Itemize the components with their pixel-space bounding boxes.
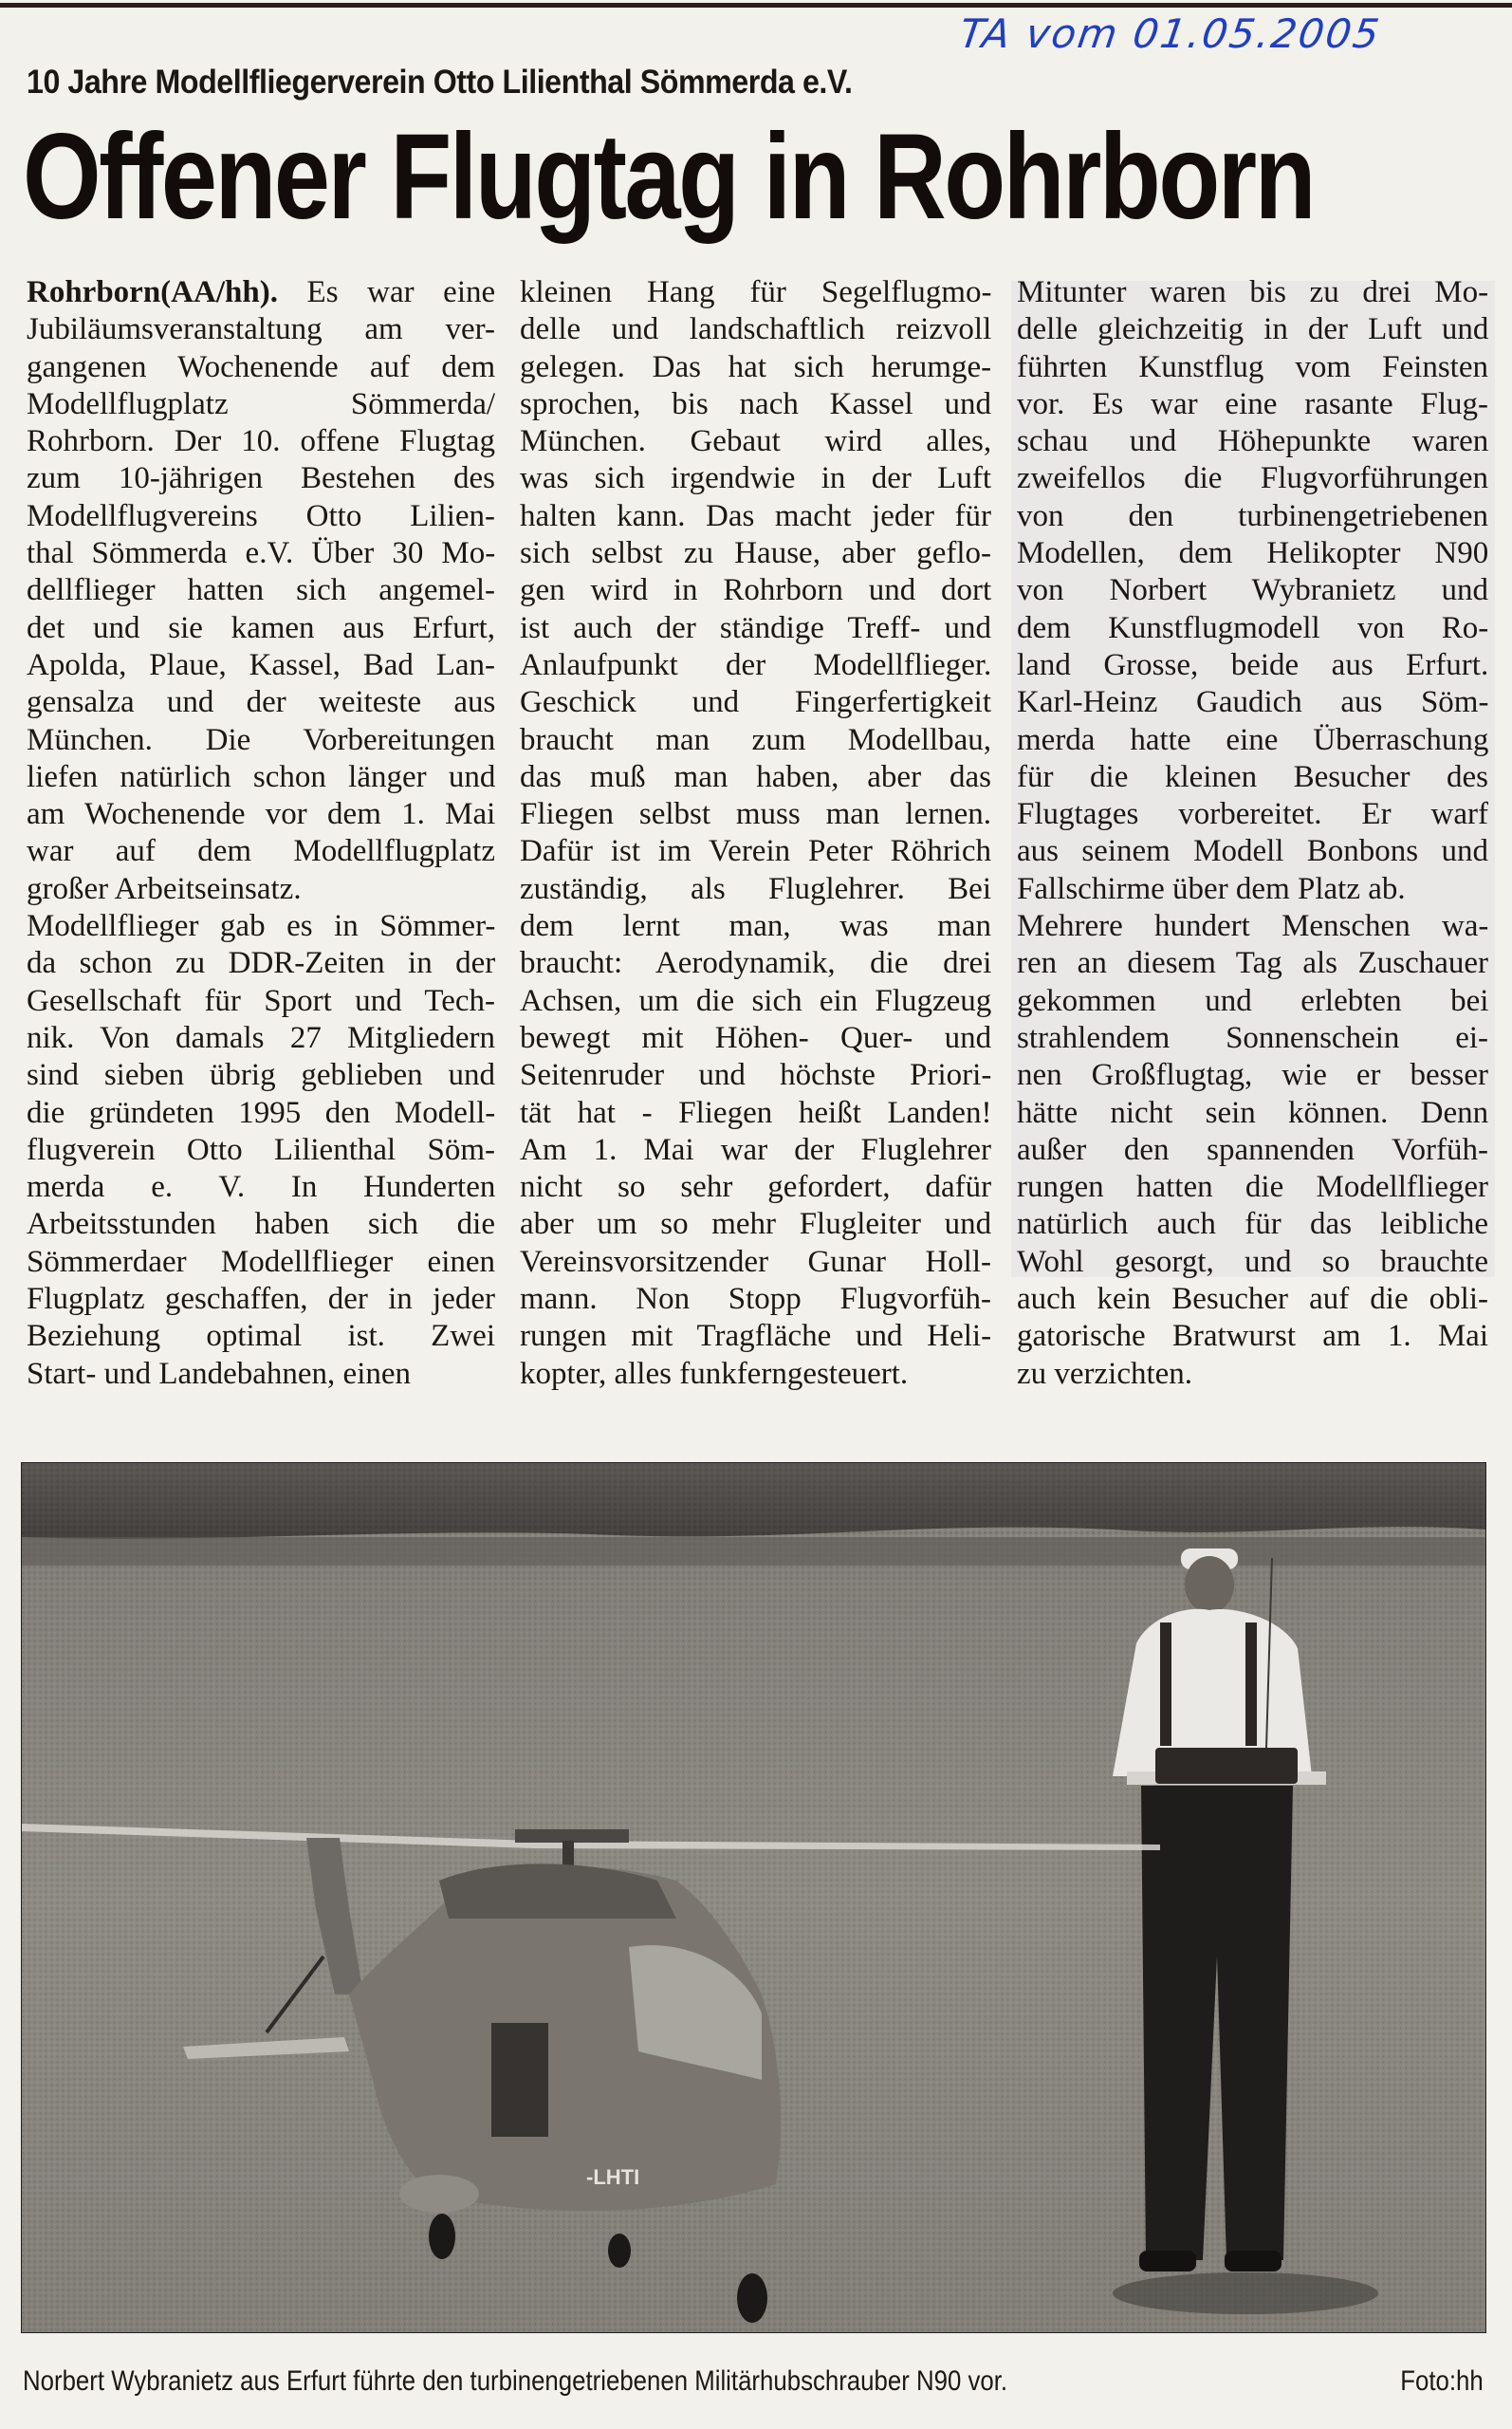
article-text-line: Mehrere hundert Menschen wa- xyxy=(1017,909,1489,944)
article-text-line: Mitunter waren bis zu drei Mo- xyxy=(1017,275,1489,309)
article-text-line: Beziehung optimal ist. Zwei xyxy=(27,1319,495,1354)
article-column-3 xyxy=(1017,274,1488,1422)
article-text-line: braucht man zum Modellbau, xyxy=(520,722,991,757)
article-text-line: München. Gebaut wird alles, xyxy=(520,424,992,459)
article-text-line: gekommen und erlebten bei xyxy=(1017,983,1489,1018)
article-text-line: ren an diesem Tag als Zuschauer xyxy=(1017,946,1488,981)
article-text-line: die gründeten 1995 den Modell- xyxy=(27,1095,496,1130)
article-text-line: zuständig, als Fluglehrer. Bei xyxy=(520,871,991,906)
article-text-line: nicht so sehr gefordert, dafür xyxy=(520,1170,992,1205)
article-text-line: dellflieger hatten sich angemel- xyxy=(27,573,495,608)
article-column-2 xyxy=(520,274,991,1422)
article-text-line: Modellen, dem Helikopter N90 xyxy=(1017,536,1489,571)
article-text-line: rungen hatten die Modellflieger xyxy=(1017,1170,1488,1205)
top-rule xyxy=(0,3,1512,8)
article-text-line: Sömmerdaer Modellflieger einen xyxy=(27,1244,496,1279)
article-text-line: Flugtages vorbereitet. Er warf xyxy=(1017,797,1488,832)
helicopter-marking: -LHTI xyxy=(586,2165,640,2189)
article-text-line: Am 1. Mai war der Fluglehrer xyxy=(520,1132,991,1167)
article-text-line: land Grosse, beide aus Erfurt. xyxy=(1017,647,1489,682)
article-text-line: delle und landschaftlich reizvoll xyxy=(520,312,992,347)
article-text-line: was sich irgendwie in der Luft xyxy=(520,461,991,496)
article-text-line: führten Kunstflug vom Feinsten xyxy=(1017,349,1488,384)
article-text-line: rungen mit Tragfläche und Heli- xyxy=(520,1319,992,1354)
article-text-line: außer den spannenden Vorfüh- xyxy=(1017,1132,1488,1167)
article-text-line: braucht: Aerodynamik, die drei xyxy=(520,946,992,981)
article-text-line: Rohrborn. Der 10. offene Flugtag xyxy=(27,424,495,459)
article-text-line: strahlendem Sonnenschein ei- xyxy=(1017,1020,1488,1055)
article-text-line: det und sie kamen aus Erfurt, xyxy=(27,610,495,645)
photo-credit: Foto:hh xyxy=(1400,2365,1484,2397)
article-text-line: zu verzichten. xyxy=(1017,1356,1193,1391)
article-text-line: aber um so mehr Flugleiter und xyxy=(520,1207,992,1242)
article-column-1 xyxy=(27,274,495,1422)
article-text-line: zum 10-jährigen Bestehen des xyxy=(27,461,495,496)
article-text-line: ist auch der ständige Treff- und xyxy=(520,610,991,645)
article-text-line: war auf dem Modellflugplatz xyxy=(27,834,495,869)
article-headline: Offener Flugtag in Rohrborn xyxy=(23,109,1314,245)
article-text-line: Modellflugvereins Otto Lilien- xyxy=(27,498,495,533)
article-text-line: tät hat - Fliegen heißt Landen! xyxy=(520,1095,992,1130)
article-text-line: Gesellschaft für Sport und Tech- xyxy=(27,983,495,1018)
article-text-line: liefen natürlich schon länger und xyxy=(27,759,496,794)
article-text-line: Dafür ist im Verein Peter Röhrich xyxy=(520,834,991,869)
article-text-line: flugverein Otto Lilienthal Söm- xyxy=(27,1132,495,1167)
article-text-line: am Wochenende vor dem 1. Mai xyxy=(27,797,496,832)
article-text-line: nen Großflugtag, wie er besser xyxy=(1017,1058,1488,1093)
article-text-line: natürlich auch für das leibliche xyxy=(1017,1207,1488,1242)
article-text-line: delle gleichzeitig in der Luft und xyxy=(1017,312,1489,347)
article-text-line: für die kleinen Besucher des xyxy=(1017,759,1488,794)
article-text-line: hätte nicht sein können. Denn xyxy=(1017,1095,1489,1130)
article-text-line: vor. Es war eine rasante Flug- xyxy=(1017,386,1489,421)
article-text-line: zweifellos die Flugvorführungen xyxy=(1017,461,1488,496)
article-text-line: das muß man haben, aber das xyxy=(520,759,991,794)
article-text-line: Jubiläumsveranstaltung am ver- xyxy=(27,312,495,347)
article-text-line: bewegt mit Höhen- Quer- und xyxy=(520,1020,992,1055)
article-text-line: Vereinsvorsitzender Gunar Holl- xyxy=(520,1244,991,1279)
article-text-line: von Norbert Wybranietz und xyxy=(1017,573,1488,608)
article-text-line: Fallschirme über dem Platz ab. xyxy=(1017,871,1406,906)
article-text-line: auch kein Besucher auf die obli- xyxy=(1017,1282,1488,1317)
article-text-line: Start- und Landebahnen, einen xyxy=(27,1356,412,1391)
article-text-line: Achsen, um die sich ein Flugzeug xyxy=(520,983,992,1018)
article-text-line: gatorische Bratwurst am 1. Mai xyxy=(1017,1319,1488,1354)
article-text-line: thal Sömmerda e.V. Über 30 Mo- xyxy=(27,536,496,571)
article-text-line: kopter, alles funkferngesteuert. xyxy=(520,1356,909,1391)
article-text-line: gensalza und der weiteste aus xyxy=(27,685,496,720)
article-text-line: merda hatte eine Überraschung xyxy=(1017,722,1489,757)
article-text-line: Flugplatz geschaffen, der in jeder xyxy=(27,1282,495,1317)
photo-illustration xyxy=(22,1463,1485,2332)
article-text-line: nik. Von damals 27 Mitgliedern xyxy=(27,1020,495,1055)
article-text-line: mann. Non Stopp Flugvorfüh- xyxy=(520,1282,991,1317)
article-text-line: Karl-Heinz Gaudich aus Söm- xyxy=(1017,685,1489,720)
article-text-line: dem Kunstflugmodell von Ro- xyxy=(1017,610,1489,645)
article-text-line: Geschick und Fingerfertigkeit xyxy=(520,685,991,720)
article-text-line: großer Arbeitseinsatz. xyxy=(27,871,302,906)
article-text-line xyxy=(27,274,495,311)
article-text-line: Modellflieger gab es in Sömmer- xyxy=(27,909,496,944)
article-text-line: Seitenruder und höchste Priori- xyxy=(520,1058,992,1093)
article-text-line: sprochen, bis nach Kassel und xyxy=(520,386,991,421)
article-text-line: sich selbst zu Hause, aber geflo- xyxy=(520,536,992,571)
article-text-line: Fliegen selbst muss man lernen. xyxy=(520,797,991,832)
photo-caption: Norbert Wybranietz aus Erfurt führte den turbinengetriebenen Militärhubschrauber N90 vor. xyxy=(23,2365,1008,2397)
article-text-line: Modellflugplatz Sömmerda/ xyxy=(27,386,496,421)
article-text-line: kleinen Hang für Segelflugmo- xyxy=(520,275,992,309)
article-text-line: da schon zu DDR-Zeiten in der xyxy=(27,946,496,981)
article-text-line: gangenen Wochenende auf dem xyxy=(27,349,496,384)
article-text-line: gelegen. Das hat sich herumge- xyxy=(520,349,992,384)
handwritten-date-note: TA vom 01.05.2005 xyxy=(956,10,1384,57)
article-text-line: schau und Höhepunkte waren xyxy=(1017,424,1489,459)
article-text-line: merda e. V. In Hunderten xyxy=(27,1170,496,1205)
article-text-fragment: Es war eine xyxy=(277,275,496,309)
article-text-line: sind sieben übrig geblieben und xyxy=(27,1058,495,1093)
article-photo xyxy=(21,1462,1486,2333)
article-kicker: 10 Jahre Modellfliegerverein Otto Lilienthal Sömmerda e.V. xyxy=(27,64,853,101)
article-text-line: von den turbinengetriebenen xyxy=(1017,498,1488,533)
article-text-line: halten kann. Das macht jeder für xyxy=(520,498,991,533)
article-text-line: gen wird in Rohrborn und dort xyxy=(520,573,992,608)
article-text-line: Apolda, Plaue, Kassel, Bad Lan- xyxy=(27,647,495,682)
article-text-line: Arbeitsstunden haben sich die xyxy=(27,1207,495,1242)
article-text-line: Anlaufpunkt der Modellflieger. xyxy=(520,647,992,682)
far-grass-band xyxy=(22,1537,1485,1566)
tree-texture xyxy=(22,1463,1485,1539)
article-text-line: dem lernt man, was man xyxy=(520,909,991,944)
article-text-line: aus seinem Modell Bonbons und xyxy=(1017,834,1488,869)
article-text-line: München. Die Vorbereitungen xyxy=(27,722,496,757)
article-text-line: Wohl gesorgt, und so brauchte xyxy=(1017,1244,1488,1279)
article-dateline: Rohrborn(AA/hh). xyxy=(27,275,278,309)
